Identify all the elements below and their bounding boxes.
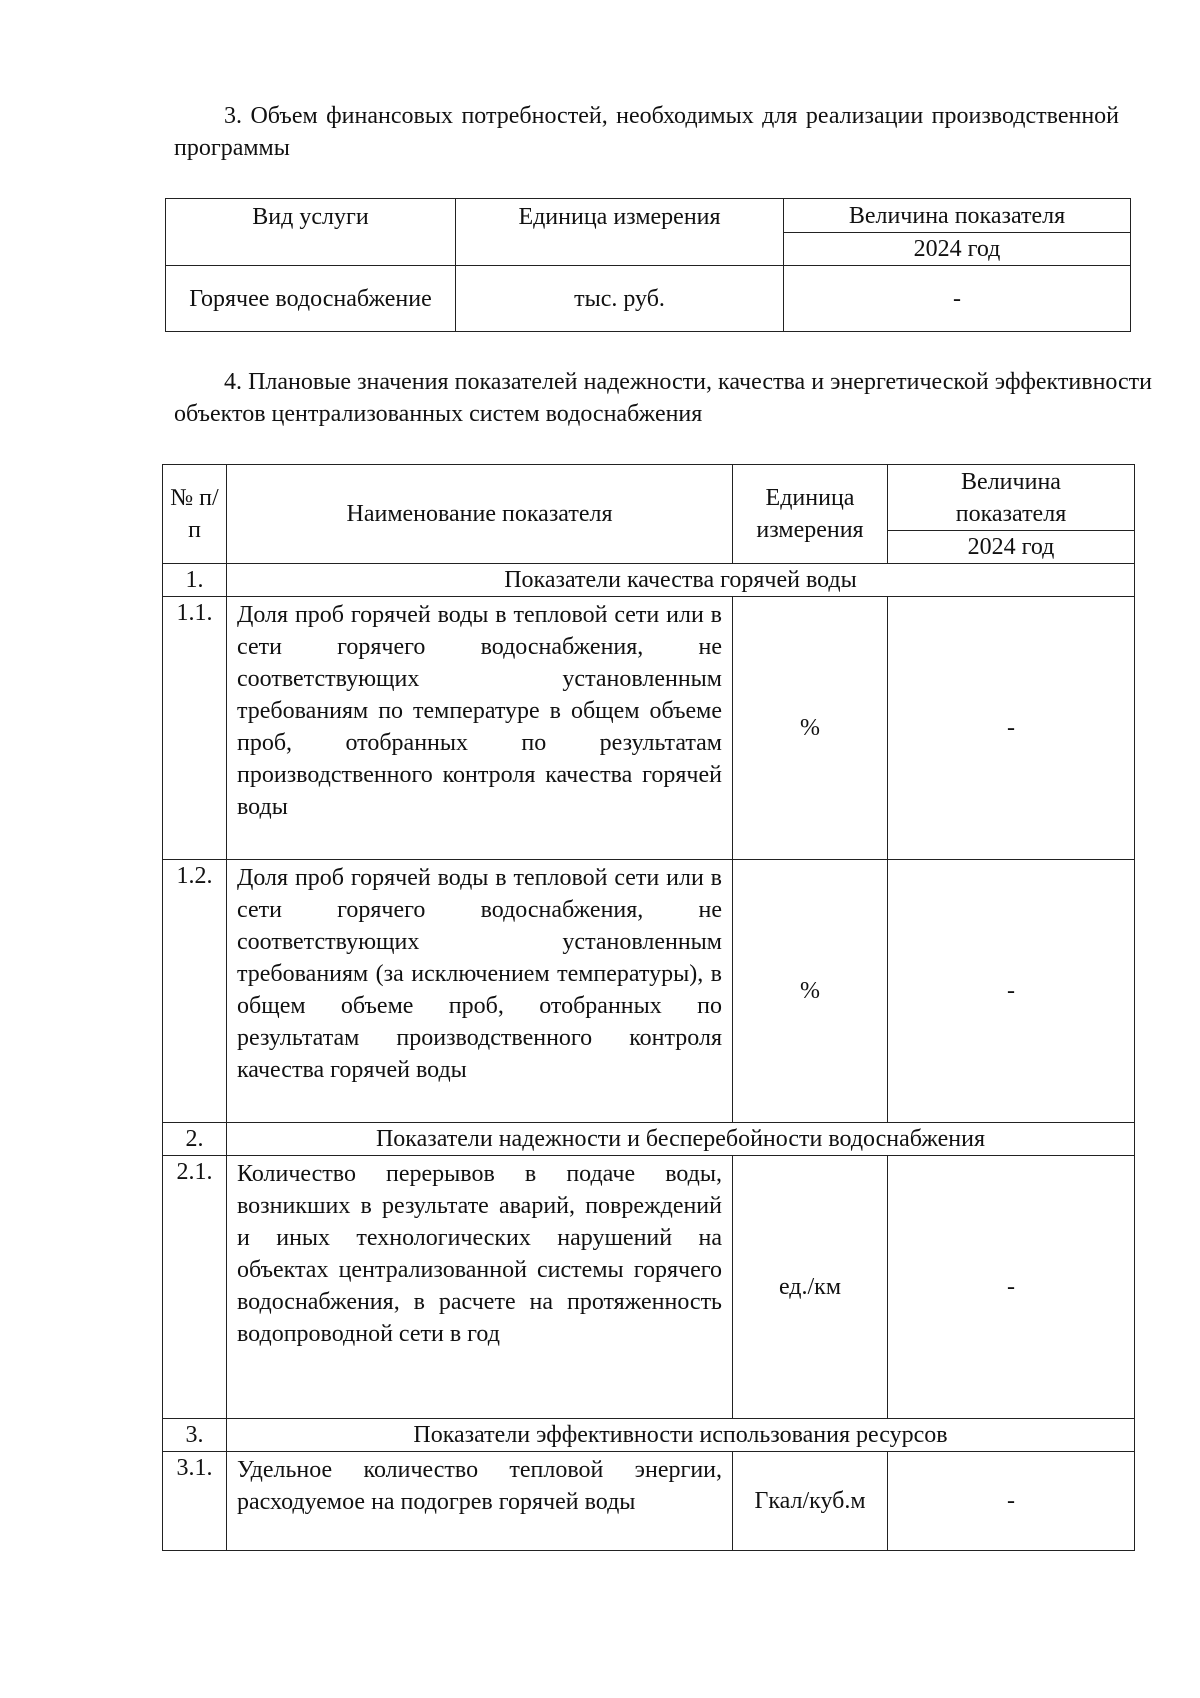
header-service: Вид услуги — [166, 199, 456, 266]
row-name: Количество перерывов в подаче воды, возникших в результате аварий, повреждений и иных технологических нарушений на объектах централизованной системы горячего водоснабжения, в расчете на протяженность водопроводной сети в год — [227, 1156, 733, 1419]
row-value: - — [888, 860, 1135, 1123]
header-unit: Единица измерения — [456, 199, 784, 266]
header-year: 2024 год — [888, 531, 1135, 564]
row-unit: % — [733, 597, 888, 860]
section-3-heading-text: 3. Объем финансовых потребностей, необходимых для реализации производственной программы — [174, 103, 1119, 161]
row-num: 3.1. — [163, 1452, 227, 1551]
row-value: - — [888, 1156, 1135, 1419]
row-name: Удельное количество тепловой энергии, расходуемое на подогрев горячей воды — [227, 1452, 733, 1551]
section-row — [163, 1419, 1135, 1452]
row-unit: ед./км — [733, 1156, 888, 1419]
row-num: 1.1. — [163, 597, 227, 860]
section-title: Показатели эффективности использования ресурсов — [227, 1419, 1135, 1452]
cell-service: Горячее водоснабжение — [166, 266, 456, 332]
indicators-table — [162, 464, 1135, 1551]
cell-unit: тыс. руб. — [456, 266, 784, 332]
section-num: 1. — [163, 564, 227, 597]
section-row — [163, 1123, 1135, 1156]
section-num: 2. — [163, 1123, 227, 1156]
table-row — [163, 860, 1135, 1123]
finance-table — [165, 198, 1131, 332]
row-num: 2.1. — [163, 1156, 227, 1419]
table-row — [163, 1156, 1135, 1419]
row-name: Доля проб горячей воды в тепловой сети или в сети горячего водоснабжения, не соответствующих установленным требованиям по температуре в общем объеме проб, отобранных по результатам производственного контроля качества горячей воды — [227, 597, 733, 860]
section-title: Показатели качества горячей воды — [227, 564, 1135, 597]
header-value: Величина показателя — [888, 465, 1135, 531]
row-value: - — [888, 597, 1135, 860]
row-num: 1.2. — [163, 860, 227, 1123]
header-name: Наименование показателя — [227, 465, 733, 564]
section-title: Показатели надежности и бесперебойности водоснабжения — [227, 1123, 1135, 1156]
header-unit: Единица измерения — [733, 465, 888, 564]
row-unit: Гкал/куб.м — [733, 1452, 888, 1551]
table-row — [163, 597, 1135, 860]
row-value: - — [888, 1452, 1135, 1551]
row-unit: % — [733, 860, 888, 1123]
header-year: 2024 год — [784, 233, 1131, 266]
table-row — [166, 266, 1131, 332]
cell-value: - — [784, 266, 1131, 332]
header-num: № п/п — [163, 465, 227, 564]
section-4-heading-text: 4. Плановые значения показателей надежности, качества и энергетической эффективности объектов централизованных систем водоснабжения — [174, 369, 1152, 427]
section-3-heading — [174, 100, 1119, 164]
row-name: Доля проб горячей воды в тепловой сети или в сети горячего водоснабжения, не соответствующих установленным требованиям (за исключением температуры), в общем объеме проб, отобранных по результатам производственного контроля качества горячей воды — [227, 860, 733, 1123]
section-num: 3. — [163, 1419, 227, 1452]
section-4-heading — [174, 366, 1152, 430]
header-value: Величина показателя — [784, 199, 1131, 233]
table-row — [163, 1452, 1135, 1551]
section-row — [163, 564, 1135, 597]
